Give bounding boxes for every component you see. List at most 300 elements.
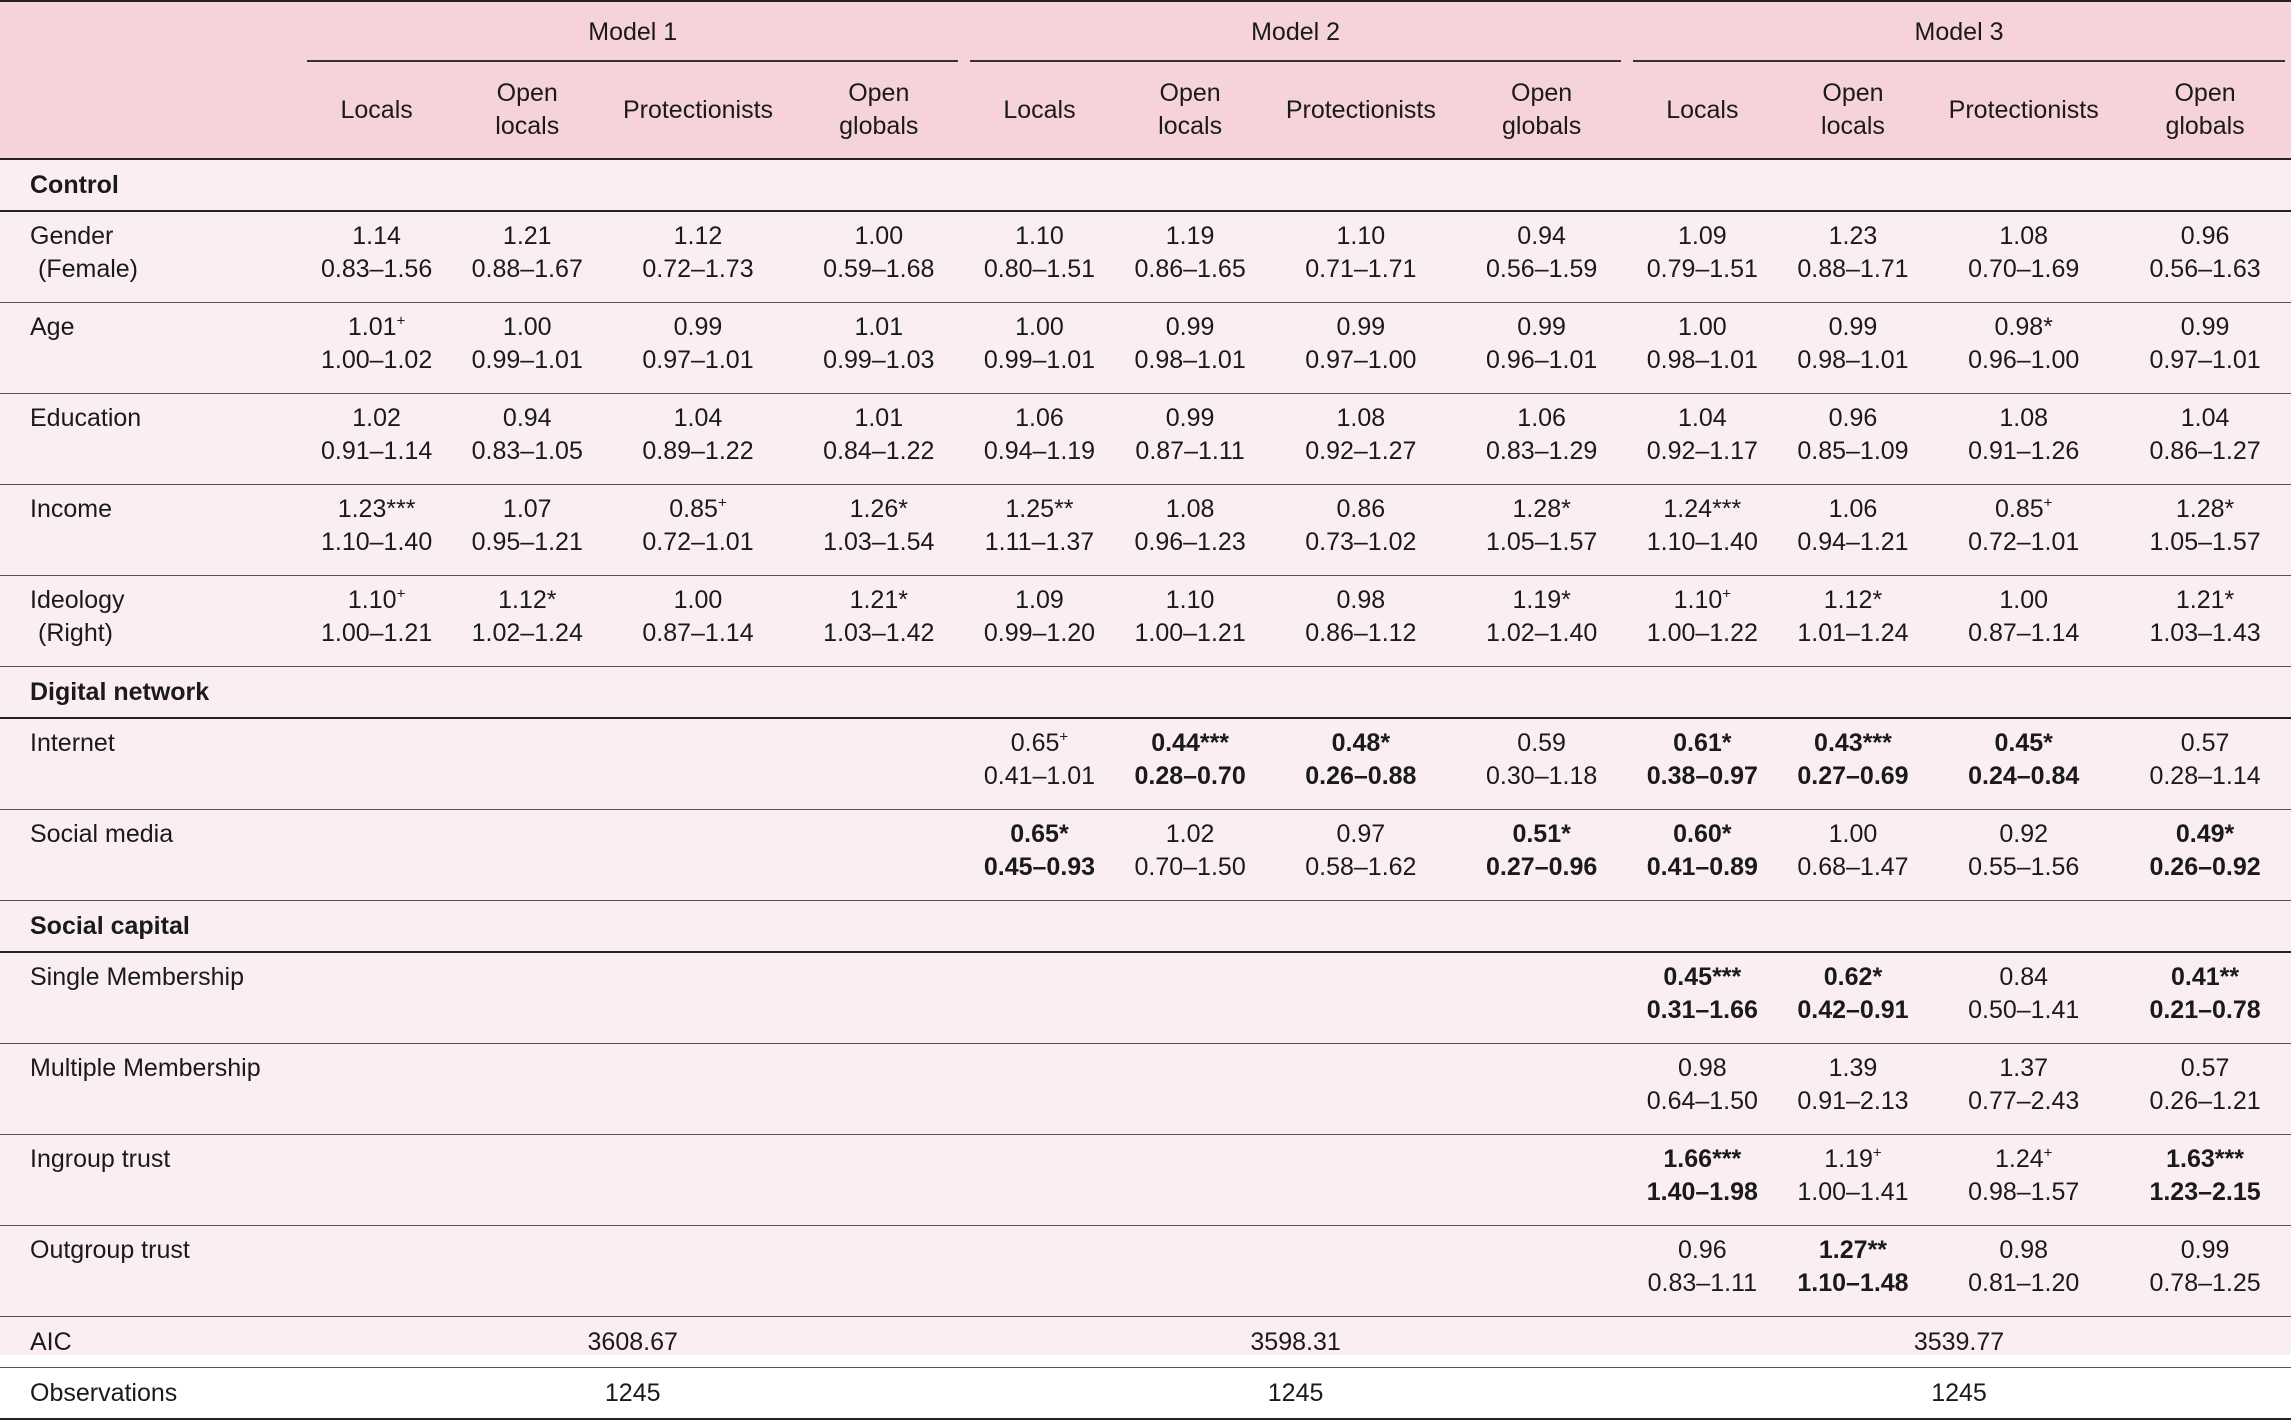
column-header-text: Locals xyxy=(1666,95,1739,124)
table-cell xyxy=(1627,1135,1778,1226)
confidence-interval: 0.99–1.03 xyxy=(823,346,935,374)
coefficient-value: 1.27** xyxy=(1818,1236,1888,1264)
coefficient-value: 0.65 xyxy=(1010,729,1060,757)
table-cell xyxy=(452,394,603,485)
column-header xyxy=(301,62,452,159)
confidence-interval: 0.41–0.89 xyxy=(1646,853,1758,881)
coefficient xyxy=(2119,1052,2291,1085)
confidence-interval: 0.96–1.00 xyxy=(1968,346,2080,374)
column-header-text: Locals xyxy=(1003,95,1076,124)
coefficient-value: 1.10 xyxy=(1165,586,1215,614)
table-cell xyxy=(793,952,964,1044)
coefficient-value: 0.45* xyxy=(1994,729,2053,757)
table-cell xyxy=(603,718,794,810)
coefficient xyxy=(1456,727,1627,760)
coefficient xyxy=(1115,493,1266,526)
table-cell xyxy=(452,718,603,810)
coefficient-value: 1.23 xyxy=(1828,222,1878,250)
table-cell xyxy=(1627,952,1778,1044)
table-cell xyxy=(2119,576,2291,667)
column-header-row xyxy=(0,62,2291,159)
table-cell xyxy=(2119,485,2291,576)
coefficient xyxy=(1627,1234,1778,1267)
table-cell xyxy=(603,810,794,901)
coefficient-value: 0.86 xyxy=(1336,495,1386,523)
column-header xyxy=(1456,62,1627,159)
column-header-text: globals xyxy=(1502,112,1582,140)
table-cell xyxy=(301,211,452,303)
coefficient xyxy=(2119,1143,2291,1176)
coefficient xyxy=(1456,818,1627,851)
coefficient xyxy=(2119,402,2291,435)
row-label-text: Ingroup trust xyxy=(30,1145,171,1173)
coefficient-value: 1.28* xyxy=(1512,495,1571,523)
coefficient xyxy=(2119,584,2291,617)
table-cell xyxy=(1778,394,1929,485)
coefficient-value: 1.19 xyxy=(1165,222,1215,250)
coefficient xyxy=(1627,727,1778,760)
table-cell xyxy=(1115,211,1266,303)
table-cell xyxy=(452,952,603,1044)
row-label xyxy=(0,394,301,485)
coefficient-value: 0.97 xyxy=(1336,820,1386,848)
coefficient-value: 1.08 xyxy=(1999,222,2049,250)
significance-mark: + xyxy=(1059,728,1069,746)
table-cell xyxy=(1115,952,1266,1044)
coefficient-value: 1.10 xyxy=(347,586,397,614)
confidence-interval: 0.24–0.84 xyxy=(1968,762,2080,790)
column-header-text: Open xyxy=(1511,79,1573,107)
column-header-text: globals xyxy=(2165,112,2245,140)
coefficient-value: 0.99 xyxy=(2180,313,2230,341)
table-cell xyxy=(301,810,452,901)
stat-label: AIC xyxy=(0,1317,301,1368)
column-header xyxy=(452,62,603,159)
confidence-interval: 0.83–1.56 xyxy=(321,255,433,283)
coefficient xyxy=(1928,311,2119,344)
row-label xyxy=(0,485,301,576)
coefficient-value: 1.12 xyxy=(673,222,723,250)
column-header-text: Open xyxy=(496,79,558,107)
table-cell xyxy=(603,1044,794,1135)
row-label-text: Education xyxy=(30,404,142,432)
table-cell xyxy=(793,1135,964,1226)
section-row xyxy=(0,901,2291,953)
table-cell xyxy=(964,211,1115,303)
coefficient xyxy=(1115,818,1266,851)
table-cell xyxy=(1778,1135,1929,1226)
confidence-interval: 0.80–1.51 xyxy=(983,255,1096,283)
coefficient xyxy=(1928,1052,2119,1085)
coefficient-value: 1.26* xyxy=(849,495,908,523)
confidence-interval: 0.83–1.11 xyxy=(1647,1269,1758,1297)
table-cell xyxy=(1115,1226,1266,1317)
stat-row xyxy=(0,1317,2291,1368)
coefficient-value: 0.96 xyxy=(1828,404,1878,432)
confidence-interval: 0.87–1.11 xyxy=(1135,437,1245,465)
row-label xyxy=(0,1135,301,1226)
table-cell xyxy=(1928,810,2119,901)
table-cell xyxy=(603,952,794,1044)
table-cell xyxy=(2119,952,2291,1044)
confidence-interval: 0.87–1.14 xyxy=(1968,619,2080,647)
confidence-interval: 1.10–1.48 xyxy=(1797,1269,1909,1297)
coefficient-value: 0.49* xyxy=(2175,820,2235,848)
table-cell xyxy=(1456,810,1627,901)
coefficient xyxy=(964,584,1115,617)
coefficient-value: 0.94 xyxy=(1517,222,1566,250)
coefficient xyxy=(1928,493,2119,526)
confidence-interval: 0.31–1.66 xyxy=(1646,996,1758,1024)
section-title: Digital network xyxy=(0,667,2291,719)
column-header xyxy=(964,62,1115,159)
table-cell xyxy=(964,576,1115,667)
table-cell xyxy=(1778,810,1929,901)
table-cell xyxy=(964,1135,1115,1226)
coefficient-value: 0.85 xyxy=(669,495,718,523)
coefficient-value: 1.04 xyxy=(1678,404,1727,432)
confidence-interval: 1.02–1.24 xyxy=(471,619,583,647)
confidence-interval: 0.99–1.20 xyxy=(983,619,1096,647)
table-cell xyxy=(1778,718,1929,810)
coefficient-value: 1.12* xyxy=(1823,586,1883,614)
coefficient xyxy=(2119,961,2291,994)
confidence-interval: 0.91–1.14 xyxy=(321,437,433,465)
table-cell xyxy=(2119,718,2291,810)
stat-label: Observations xyxy=(0,1368,301,1420)
confidence-interval: 1.00–1.02 xyxy=(321,346,433,374)
table-cell xyxy=(964,718,1115,810)
coefficient xyxy=(793,584,964,617)
coefficient-value: 0.99 xyxy=(1165,313,1215,341)
coefficient xyxy=(301,220,452,253)
confidence-interval: 0.99–1.01 xyxy=(983,346,1096,374)
confidence-interval: 0.95–1.21 xyxy=(471,528,583,556)
model-header: Model 3 xyxy=(1627,1,2291,62)
coefficient xyxy=(452,493,603,526)
confidence-interval: 0.83–1.05 xyxy=(471,437,583,465)
confidence-interval: 0.86–1.27 xyxy=(2149,437,2261,465)
coefficient-value: 1.10 xyxy=(1336,222,1386,250)
confidence-interval: 0.85–1.09 xyxy=(1797,437,1909,465)
coefficient xyxy=(1627,584,1778,617)
confidence-interval: 0.97–1.01 xyxy=(2149,346,2261,374)
coefficient-value: 0.85 xyxy=(1994,495,2044,523)
column-header-text: locals xyxy=(1158,112,1223,140)
table-cell xyxy=(1928,303,2119,394)
coefficient-value: 0.92 xyxy=(1999,820,2049,848)
table-cell xyxy=(301,485,452,576)
confidence-interval: 0.99–1.01 xyxy=(471,346,583,374)
coefficient xyxy=(1778,584,1929,617)
confidence-interval: 0.50–1.41 xyxy=(1968,996,2080,1024)
table-cell xyxy=(1115,1135,1266,1226)
confidence-interval: 1.01–1.24 xyxy=(1797,619,1909,647)
coefficient xyxy=(603,220,794,253)
coefficient-value: 0.99 xyxy=(1165,404,1215,432)
table-cell xyxy=(1627,1044,1778,1135)
coefficient-value: 1.01 xyxy=(347,313,397,341)
stat-value: 3539.77 xyxy=(1627,1317,2291,1368)
table-cell xyxy=(1456,576,1627,667)
column-header-text: Protectionists xyxy=(1285,95,1436,124)
coefficient xyxy=(603,493,794,526)
confidence-interval: 0.21–0.78 xyxy=(2149,996,2261,1024)
coefficient-value: 0.84 xyxy=(1999,963,2049,991)
table-row xyxy=(0,810,2291,901)
confidence-interval: 0.58–1.62 xyxy=(1305,853,1417,881)
table-cell xyxy=(2119,1135,2291,1226)
table-row xyxy=(0,576,2291,667)
table-cell xyxy=(1627,394,1778,485)
coefficient-value: 1.19* xyxy=(1512,586,1571,614)
coefficient xyxy=(1115,584,1266,617)
table-cell xyxy=(1456,718,1627,810)
table-cell xyxy=(1115,394,1266,485)
coefficient xyxy=(603,402,794,435)
confidence-interval: 0.86–1.65 xyxy=(1134,255,1246,283)
coefficient xyxy=(2119,727,2291,760)
table-row xyxy=(0,1044,2291,1135)
coefficient xyxy=(1265,402,1456,435)
row-label-text: Multiple Membership xyxy=(30,1054,261,1082)
coefficient xyxy=(1115,220,1266,253)
coefficient xyxy=(301,402,452,435)
table-cell xyxy=(603,576,794,667)
coefficient-value: 0.59 xyxy=(1517,729,1566,757)
confidence-interval: 1.11–1.37 xyxy=(984,528,1095,556)
coefficient-value: 1.66*** xyxy=(1663,1145,1742,1173)
confidence-interval: 0.28–0.70 xyxy=(1134,762,1246,790)
coefficient xyxy=(1115,727,1266,760)
table-cell xyxy=(1265,211,1456,303)
table-cell xyxy=(2119,211,2291,303)
coefficient-value: 0.98 xyxy=(1999,1236,2049,1264)
coefficient xyxy=(1928,961,2119,994)
confidence-interval: 0.78–1.25 xyxy=(2149,1269,2261,1297)
coefficient-value: 1.14 xyxy=(352,222,401,250)
confidence-interval: 0.97–1.00 xyxy=(1305,346,1417,374)
table-cell xyxy=(1928,485,2119,576)
table-row xyxy=(0,1226,2291,1317)
coefficient xyxy=(1778,311,1929,344)
coefficient-value: 1.01 xyxy=(854,313,904,341)
coefficient-value: 1.04 xyxy=(673,404,723,432)
table-cell xyxy=(1778,952,1929,1044)
table-cell xyxy=(2119,810,2291,901)
confidence-interval: 0.72–1.01 xyxy=(642,528,754,556)
stat-value: 1245 xyxy=(1627,1368,2291,1420)
table-row xyxy=(0,718,2291,810)
coefficient-value: 0.99 xyxy=(2180,1236,2230,1264)
coefficient-value: 0.99 xyxy=(1517,313,1566,341)
confidence-interval: 0.26–0.92 xyxy=(2149,853,2261,881)
coefficient xyxy=(1627,220,1778,253)
table-row xyxy=(0,485,2291,576)
coefficient-value: 1.25** xyxy=(1005,495,1074,523)
confidence-interval: 0.88–1.71 xyxy=(1797,255,1909,283)
coefficient-value: 0.99 xyxy=(673,313,723,341)
coefficient-value: 1.63*** xyxy=(2166,1145,2244,1173)
coefficient-value: 1.09 xyxy=(1015,586,1064,614)
table-cell xyxy=(1627,718,1778,810)
confidence-interval: 0.30–1.18 xyxy=(1486,762,1598,790)
table-row xyxy=(0,211,2291,303)
table-row xyxy=(0,303,2291,394)
confidence-interval: 0.77–2.43 xyxy=(1968,1087,2080,1115)
table-cell xyxy=(1456,394,1627,485)
table-cell xyxy=(1115,718,1266,810)
table-cell xyxy=(1627,810,1778,901)
column-header-text: Open xyxy=(2174,79,2236,107)
coefficient xyxy=(964,220,1115,253)
significance-mark: + xyxy=(396,312,406,330)
coefficient-value: 1.21 xyxy=(502,222,552,250)
table-cell xyxy=(964,485,1115,576)
coefficient-value: 0.43*** xyxy=(1814,729,1892,757)
coefficient-value: 1.00 xyxy=(1015,313,1064,341)
column-header-text: globals xyxy=(839,112,919,140)
confidence-interval: 0.72–1.73 xyxy=(642,255,754,283)
table-cell xyxy=(1928,718,2119,810)
table-cell xyxy=(793,211,964,303)
coefficient-value: 0.62* xyxy=(1823,963,1883,991)
row-label xyxy=(0,952,301,1044)
confidence-interval: 0.45–0.93 xyxy=(983,853,1096,881)
table-cell xyxy=(1265,303,1456,394)
corner-cell xyxy=(0,62,301,159)
confidence-interval: 0.79–1.51 xyxy=(1646,255,1758,283)
table-cell xyxy=(1265,1135,1456,1226)
row-label-text: Social media xyxy=(30,820,174,848)
coefficient xyxy=(1928,220,2119,253)
row-label xyxy=(0,718,301,810)
coefficient xyxy=(1115,402,1266,435)
coefficient xyxy=(603,584,794,617)
coefficient xyxy=(301,311,452,344)
table-cell xyxy=(964,394,1115,485)
coefficient-value: 1.02 xyxy=(352,404,401,432)
coefficient xyxy=(1778,1143,1929,1176)
table-cell xyxy=(793,576,964,667)
row-label xyxy=(0,810,301,901)
coefficient-value: 1.19 xyxy=(1824,1145,1873,1173)
table-cell xyxy=(603,1135,794,1226)
coefficient-value: 1.10 xyxy=(1015,222,1064,250)
table-cell xyxy=(301,1135,452,1226)
confidence-interval: 1.00–1.21 xyxy=(1134,619,1246,647)
table-cell xyxy=(964,810,1115,901)
table-cell xyxy=(1456,211,1627,303)
confidence-interval: 1.03–1.54 xyxy=(823,528,935,556)
confidence-interval: 0.70–1.50 xyxy=(1134,853,1246,881)
table-cell xyxy=(793,303,964,394)
coefficient xyxy=(1778,1052,1929,1085)
table-cell xyxy=(964,1044,1115,1135)
table-cell xyxy=(1265,810,1456,901)
column-header-text: Open xyxy=(1822,79,1884,107)
column-header xyxy=(1928,62,2119,159)
coefficient xyxy=(1265,818,1456,851)
coefficient xyxy=(1627,311,1778,344)
coefficient-value: 0.99 xyxy=(1828,313,1878,341)
row-label-text: Income xyxy=(30,495,112,523)
significance-mark: + xyxy=(2043,1144,2053,1162)
table-cell xyxy=(1265,952,1456,1044)
coefficient xyxy=(1456,584,1627,617)
coefficient-value: 0.98* xyxy=(1994,313,2053,341)
coefficient-value: 1.21* xyxy=(849,586,908,614)
coefficient-value: 0.94 xyxy=(502,404,552,432)
confidence-interval: 0.87–1.14 xyxy=(642,619,754,647)
table-cell xyxy=(301,1044,452,1135)
coefficient-value: 1.00 xyxy=(1828,820,1878,848)
coefficient xyxy=(452,584,603,617)
coefficient xyxy=(2119,493,2291,526)
column-header xyxy=(1627,62,1778,159)
coefficient xyxy=(793,402,964,435)
column-header-text: Open xyxy=(848,79,910,107)
coefficient xyxy=(1928,1234,2119,1267)
coefficient-value: 1.00 xyxy=(502,313,552,341)
table-cell xyxy=(1265,1044,1456,1135)
coefficient-value: 1.04 xyxy=(2180,404,2230,432)
coefficient-value: 1.06 xyxy=(1015,404,1064,432)
coefficient xyxy=(1456,220,1627,253)
coefficient xyxy=(603,311,794,344)
table-cell xyxy=(301,576,452,667)
row-label-text: Age xyxy=(30,313,75,341)
column-header xyxy=(1115,62,1266,159)
table-cell xyxy=(1265,718,1456,810)
confidence-interval: 1.23–2.15 xyxy=(2149,1178,2261,1206)
coefficient xyxy=(1928,727,2119,760)
table-cell xyxy=(2119,1226,2291,1317)
significance-mark: + xyxy=(396,585,406,603)
table-cell xyxy=(1928,394,2119,485)
column-header xyxy=(603,62,794,159)
coefficient-value: 1.00 xyxy=(854,222,904,250)
confidence-interval: 0.94–1.19 xyxy=(983,437,1096,465)
coefficient-value: 0.57 xyxy=(2180,1054,2230,1082)
coefficient-value: 1.06 xyxy=(1828,495,1878,523)
table-cell xyxy=(452,576,603,667)
confidence-interval: 0.70–1.69 xyxy=(1968,255,2080,283)
table-cell xyxy=(1115,303,1266,394)
coefficient xyxy=(1456,311,1627,344)
coefficient xyxy=(1115,311,1266,344)
row-label-text: Gender xyxy=(30,222,114,250)
coefficient-value: 1.06 xyxy=(1517,404,1566,432)
table-cell xyxy=(793,810,964,901)
coefficient-value: 0.60* xyxy=(1673,820,1732,848)
confidence-interval: 1.00–1.21 xyxy=(321,619,433,647)
coefficient xyxy=(1627,1143,1778,1176)
row-label-text: Outgroup trust xyxy=(30,1236,190,1264)
stat-value: 1245 xyxy=(301,1368,964,1420)
coefficient xyxy=(1265,584,1456,617)
table-cell xyxy=(1778,211,1929,303)
confidence-interval: 0.97–1.01 xyxy=(642,346,754,374)
table-cell xyxy=(452,810,603,901)
coefficient-value: 1.10 xyxy=(1673,586,1723,614)
coefficient xyxy=(1778,220,1929,253)
confidence-interval: 1.05–1.57 xyxy=(1486,528,1598,556)
table-cell xyxy=(452,485,603,576)
significance-mark: + xyxy=(1872,1144,1882,1162)
confidence-interval: 0.64–1.50 xyxy=(1646,1087,1758,1115)
coefficient xyxy=(1627,818,1778,851)
